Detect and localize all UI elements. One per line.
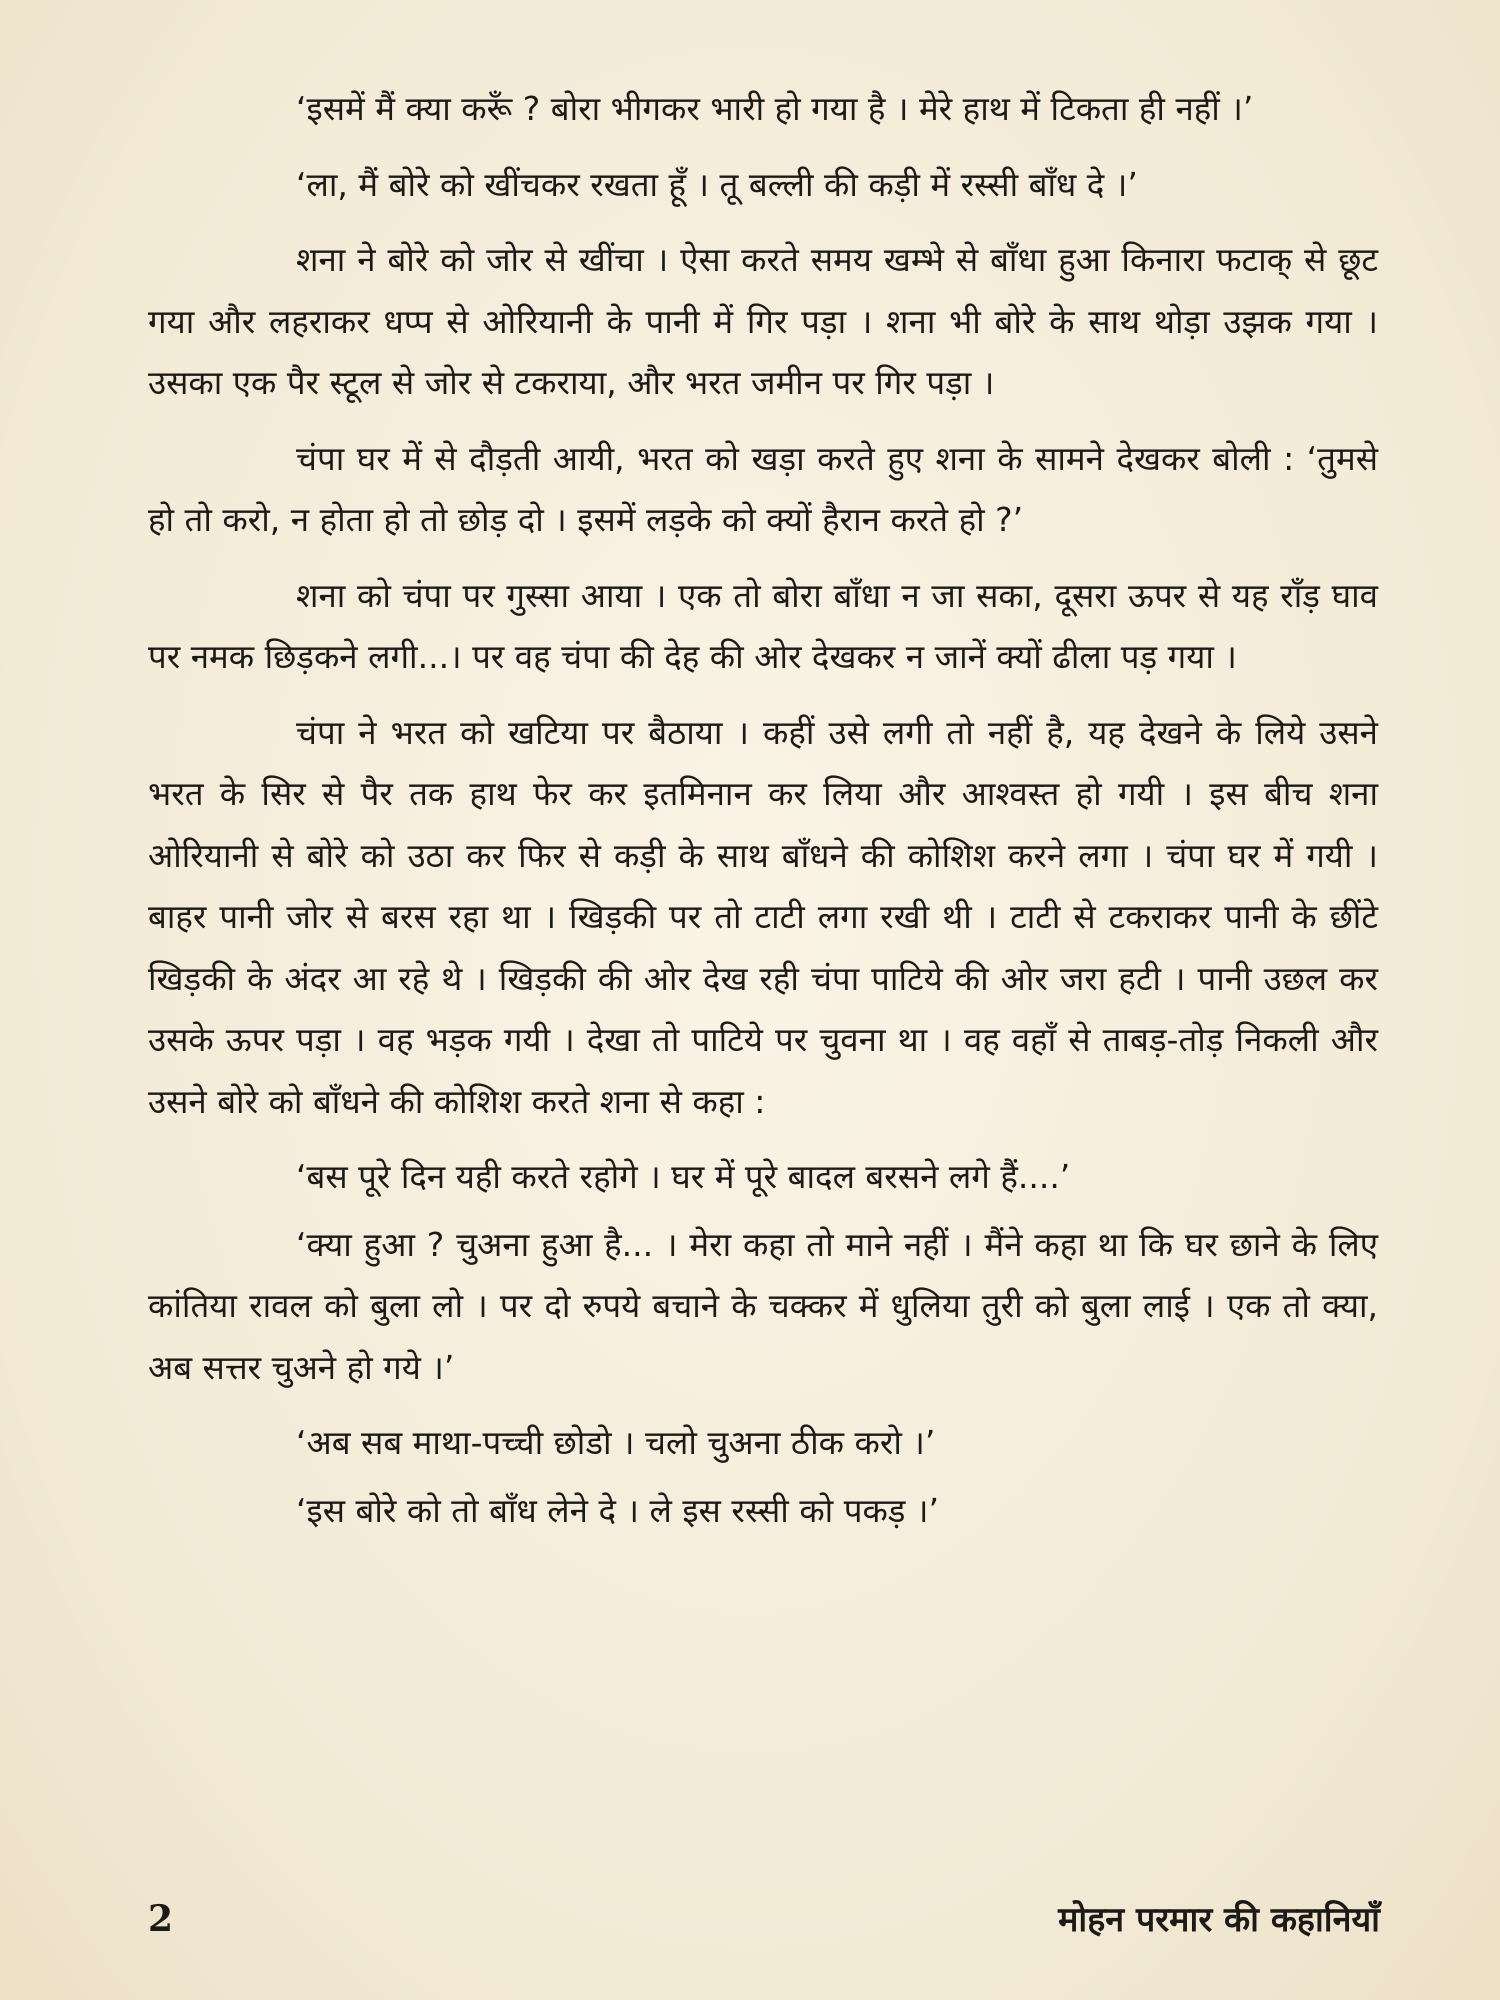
paragraph-9: ‘अब सब माथा-पच्ची छोडो । चलो चुअना ठीक करो ।’ <box>296 1423 936 1462</box>
page-number: 2 <box>148 1898 174 1940</box>
paragraph-7: ‘बस पूरे दिन यही करते रहोगे । घर में पूरे बादल बरसने लगे हैं....’ <box>296 1157 1071 1196</box>
paragraph-6: चंपा ने भरत को खटिया पर बैठाया । कहीं उसे लगी तो नहीं है, यह देखने के लिये उसने भरत के सिर से पैर तक हाथ फेर कर इतमिनान कर लिया और आश्वस्त हो गयी । इस बीच शना ओरियानी से बोरे को उठा कर फिर से कड़ी के साथ बाँधने की कोशिश करने लगा । चंपा घर में गयी । बाहर पानी जोर से बरस रहा था । खिड़की पर तो टाटी लगा रखी थी । टाटी से टकराकर पानी के छींटे खिड़की के अंदर आ रहे थे । खिड़की की ओर देख रही चंपा पाटिये की ओर जरा हटी । पानी उछल कर उसके ऊपर पड़ा । वह भड़क गयी । देखा तो पाटिये पर चुवना था । वह वहाँ से ताबड़-तोड़ निकली और उसने बोरे को बाँधने की कोशिश करते शना से कहा : <box>148 712 1378 1121</box>
book-title: मोहन परमार की कहानियाँ <box>1058 1900 1380 1940</box>
paragraph-4: चंपा घर में से दौड़ती आयी, भरत को खड़ा करते हुए शना के सामने देखकर बोली : ‘तुमसे हो तो करो, न होता हो तो छोड़ दो । इसमें लड़के को क्यों हैरान करते हो ?’ <box>148 438 1378 539</box>
page-footer <box>148 1895 1380 1941</box>
paragraph-1: ‘इसमें मैं क्या करूँ ? बोरा भीगकर भारी हो गया है । मेरे हाथ में टिकता ही नहीं ।’ <box>296 89 1254 128</box>
paragraph-2: ‘ला, मैं बोरे को खींचकर रखता हूँ । तू बल्ली की कड़ी में रस्सी बाँध दे ।’ <box>296 164 1138 204</box>
page-body <box>148 78 1378 1547</box>
paragraph-8: ‘क्या हुआ ? चुअना हुआ है... । मेरा कहा तो माने नहीं । मैंने कहा था कि घर छाने के लिए कांतिया रावल को बुला लो । पर दो रुपये बचाने के चक्कर में धुलिया तुरी को बुला लाई । एक तो क्या, अब सत्तर चुअने हो गये ।’ <box>148 1224 1378 1387</box>
paragraph-10: ‘इस बोरे को तो बाँध लेने दे । ले इस रस्सी को पकड़ ।’ <box>296 1490 939 1530</box>
paragraph-3: शना ने बोरे को जोर से खींचा । ऐसा करते समय खम्भे से बाँधा हुआ किनारा फटाक् से छूट गया और लहराकर धप्प से ओरियानी के पानी में गिर पड़ा । शना भी बोरे के साथ थोड़ा उझक गया । उसका एक पैर स्टूल से जोर से टकराया, और भरत जमीन पर गिर पड़ा । <box>148 240 1378 402</box>
paragraph-5: शना को चंपा पर गुस्सा आया । एक तो बोरा बाँधा न जा सका, दूसरा ऊपर से यह राँड़ घाव पर नमक छिड़कने लगी...। पर वह चंपा की देह की ओर देखकर न जानें क्यों ढीला पड़ गया । <box>148 575 1378 676</box>
